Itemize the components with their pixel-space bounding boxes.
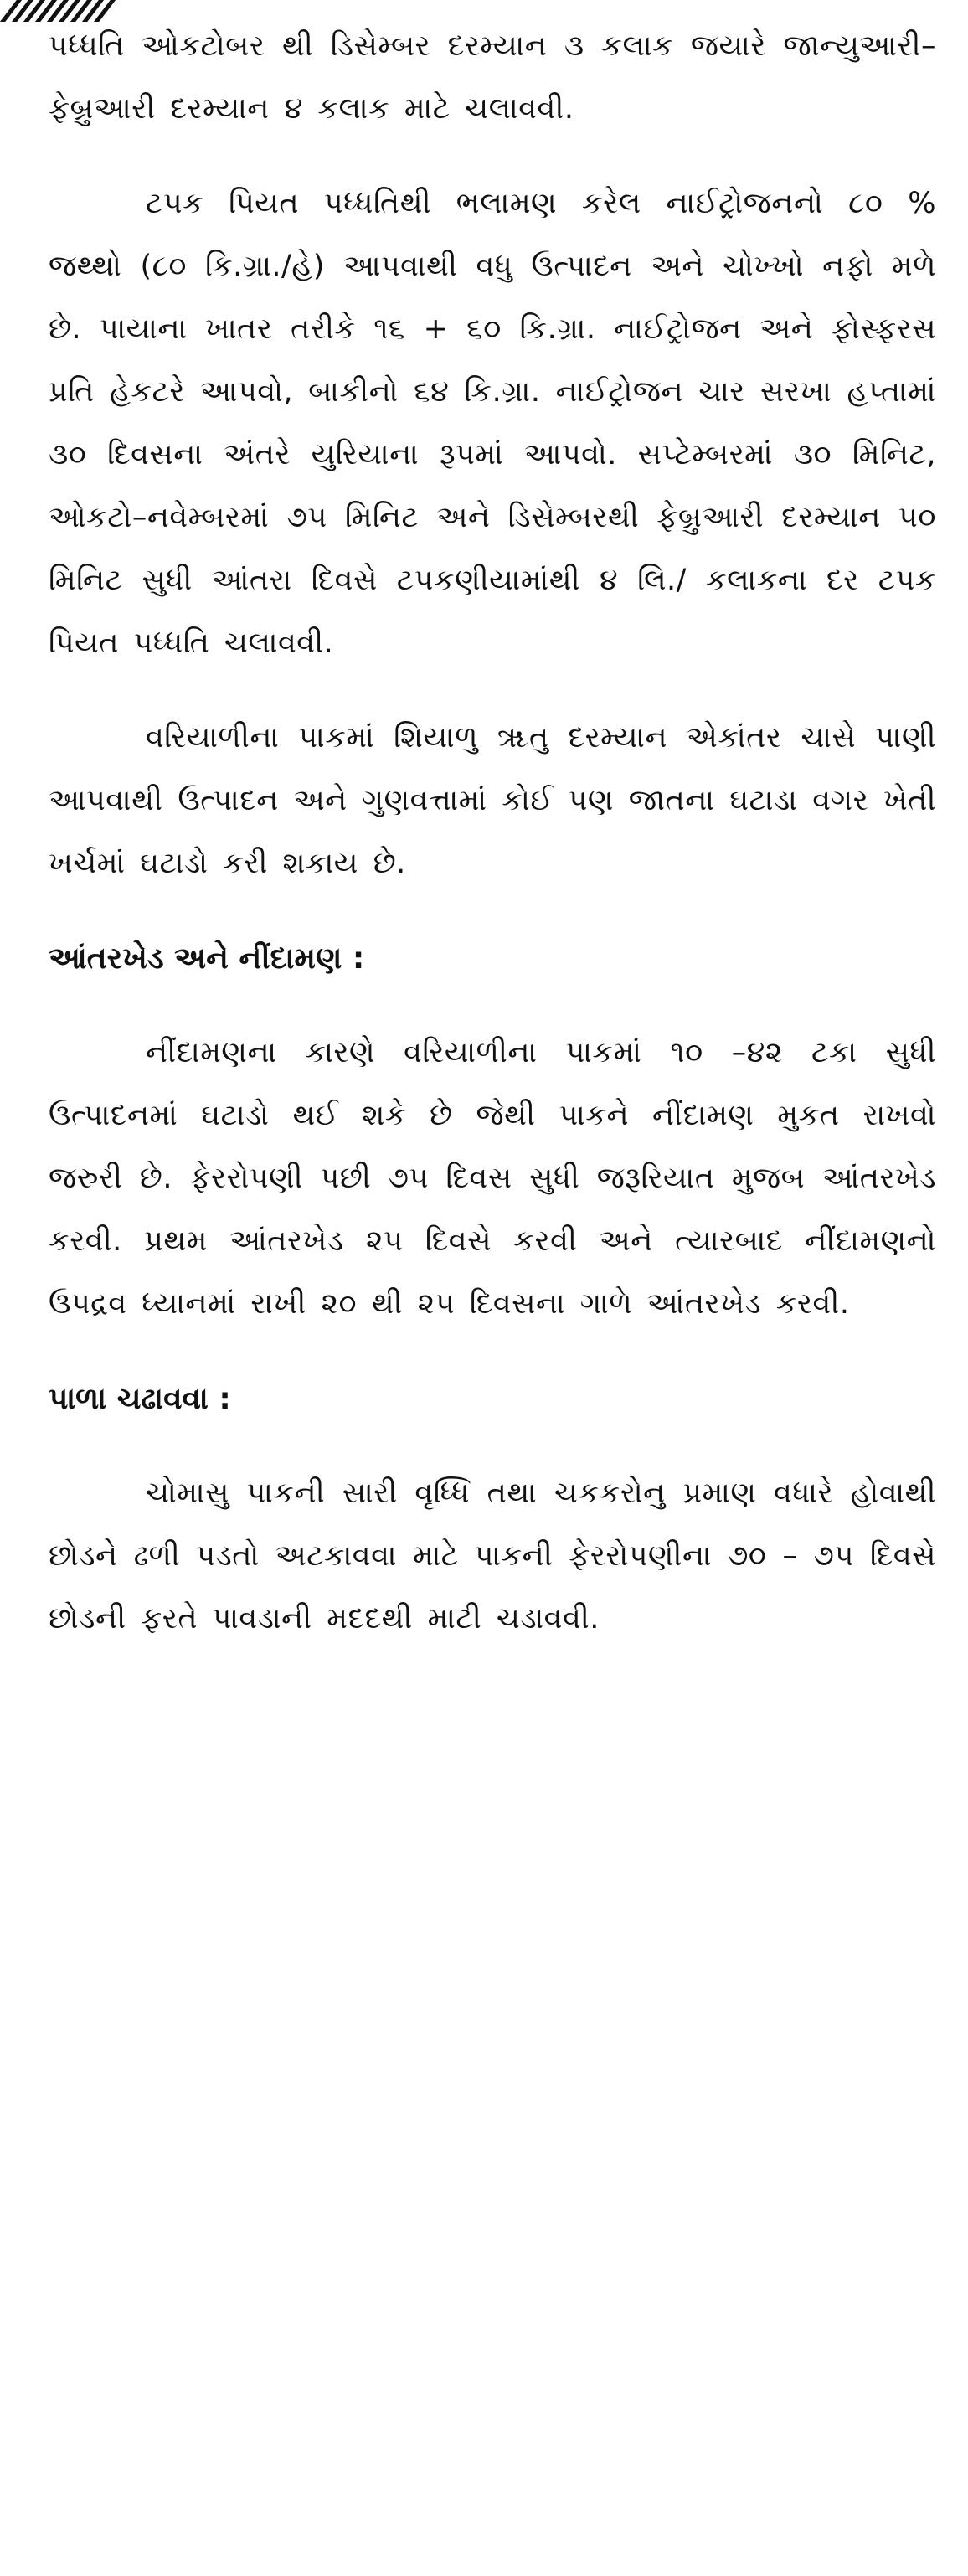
paragraph-drip-schedule: પધ્ધતિ ઓકટોબર થી ડિસેમ્બર દરમ્યાન ૩ કલાક જયારે જાન્યુઆરી–ફેબ્રુઆરી દરમ્યાન ૪ કલાક માટે ચલાવવી.: [49, 29, 936, 126]
heading-interculture-weeding: આંતરખેડ અને નીંદામણ :: [49, 941, 365, 976]
paragraph-alternate-furrow: વરિયાળીના પાકમાં શિયાળુ ૠતુ દરમ્યાન એકાંતર ચાસે પાણી આપવાથી ઉત્પાદન અને ગુણવત્તામાં કોઈ પણ જાતના ઘટાડા વગર ખેતી ખર્ચમાં ઘટાડો કરી શકાય છે.: [49, 721, 936, 880]
document-body: [49, 15, 936, 1651]
paragraph-drip-nitrogen: ટપક પિયત પધ્ધતિથી ભલામણ કરેલ નાઈટ્રોજનનો ૮૦ % જથ્થો (૮૦ કિ.ગ્રા./હે) આપવાથી વધુ ઉત્પાદન અને ચોખ્ખો નફો મળે છે. પાયાના ખાતર તરીકે ૧૬ + ૬૦ કિ.ગ્રા. નાઈટ્રોજન અને ફોસ્ફરસ પ્રતિ હેકટરે આપવો, બાકીનો ૬૪ કિ.ગ્રા. નાઈટ્રોજન ચાર સરખા હપ્તામાં ૩૦ દિવસના અંતરે યુરિયાના રૂપમાં આપવો. સપ્ટેમ્બરમાં ૩૦ મિનિટ, ઓકટો–નવેમ્બરમાં ૭૫ મિનિટ અને ડિસેમ્બરથી ફેબ્રુઆરી દરમ્યાન ૫૦ મિનિટ સુધી આંતરા દિવસે ટપકણીયામાંથી ૪ લિ./ કલાકના દર ટપક પિયત પધ્ધતિ ચલાવવી.: [49, 187, 936, 660]
paragraph-weeding: નીંદામણના કારણે વરિયાળીના પાકમાં ૧૦ –૪૨ ટકા સુધી ઉત્પાદનમાં ઘટાડો થઈ શકે છે જેથી પાકને નીંદામણ મુકત રાખવો જરુરી છે. ફેરરોપણી પછી ૭૫ દિવસ સુધી જરૂરિયાત મુજબ આંતરખેડ કરવી. પ્રથમ આંતરખેડ ૨૫ દિવસે કરવી અને ત્યારબાદ નીંદામણનો ઉપદ્રવ ધ્યાનમાં રાખી ૨૦ થી ૨૫ દિવસના ગાળે આંતરખેડ કરવી.: [49, 1036, 936, 1321]
heading-earthing-up: પાળા ચઢાવવા :: [49, 1382, 231, 1416]
paragraph-earthing-up: ચોમાસુ પાકની સારી વૃધ્ધિ તથા ચકકરોનુ પ્રમાણ વધારે હોવાથી છોડને ઢળી પડતો અટકાવવા માટે પાકની ફેરરોપણીના ૭૦ – ૭૫ દિવસે છોડની ફરતે પાવડાની મદદથી માટી ચડાવવી.: [49, 1476, 936, 1636]
